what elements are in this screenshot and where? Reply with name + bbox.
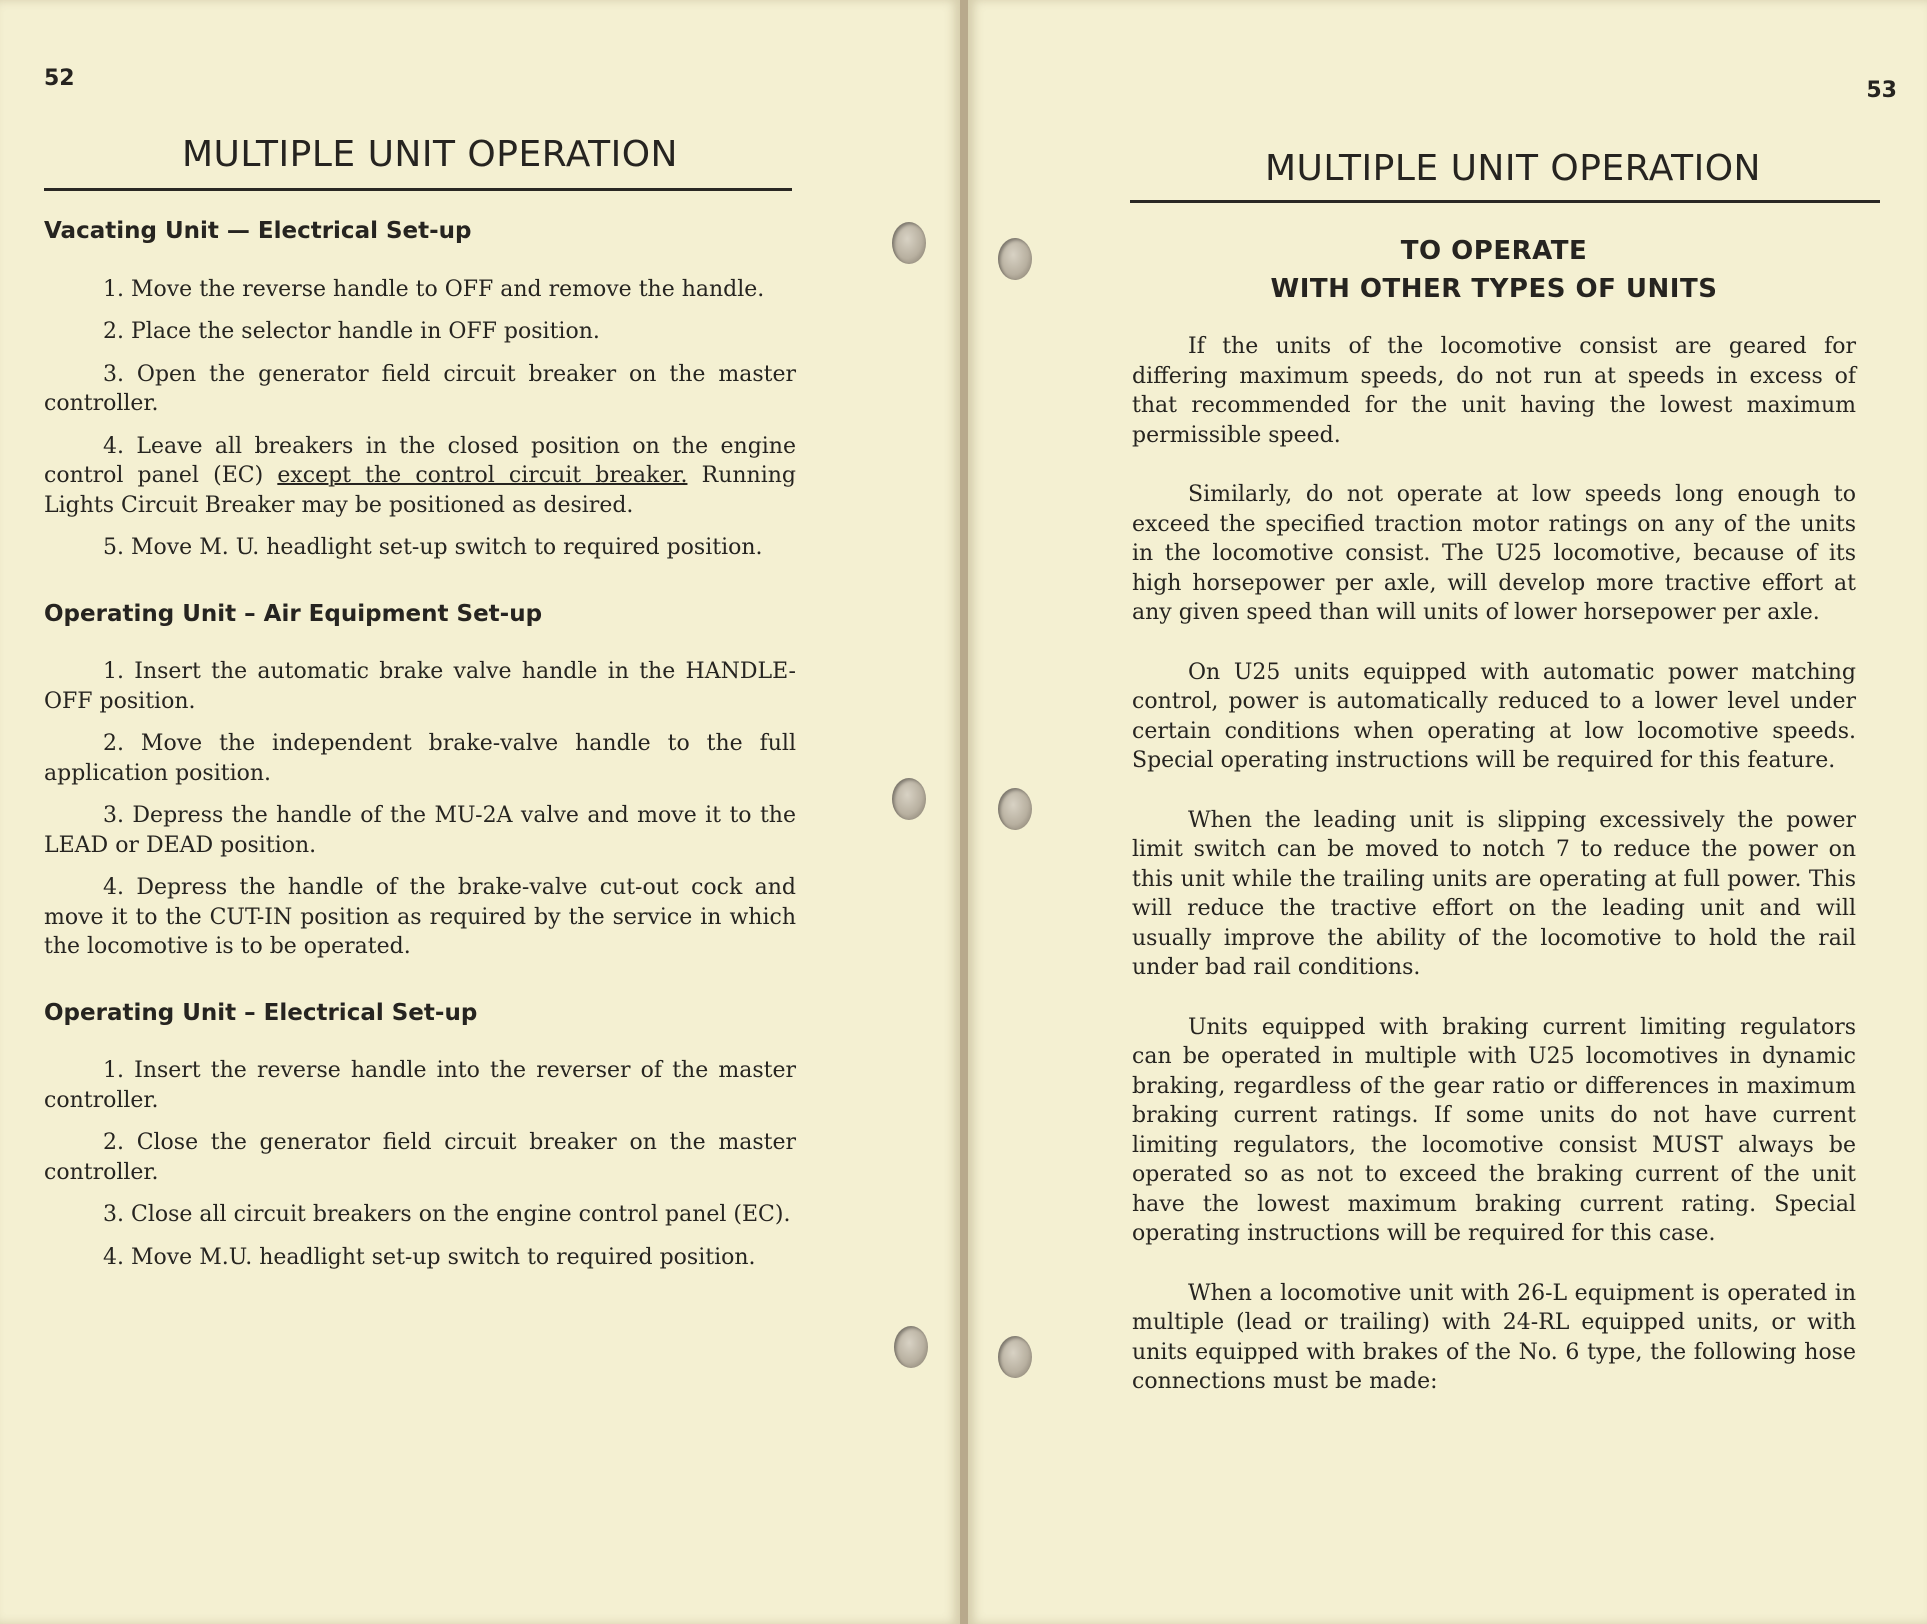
left-page <box>0 0 960 1624</box>
section-vacating-unit <box>44 218 796 563</box>
page-title: MULTIPLE UNIT OPERATION <box>182 134 678 175</box>
right-page <box>968 0 1927 1624</box>
item-text: Running Lights Circuit Breaker may be positioned as desired. <box>44 463 796 518</box>
paragraph: Units equipped with braking current limiting regulators can be operated in multiple with U25 locomotives in dynamic braking, regardless of the gear ratio or differences in maximum braking current ratings. If some units do not have current limiting regulators, the locomotive consist MUST always be operated so as not to exceed the braking current of the unit have the lowest maximum braking current rating. Special operating instructions will be required for this case. <box>1132 1014 1856 1246</box>
section-heading: Operating Unit – Electrical Set-up <box>44 999 478 1026</box>
list-item: 2. Close the generator field circuit breaker on the master controller. <box>44 1130 796 1185</box>
page-number: 53 <box>1866 78 1897 103</box>
list-item: 2. Move the independent brake-valve handle to the full application position. <box>44 731 796 786</box>
subtitle-line: TO OPERATE <box>1400 236 1588 266</box>
section-operating-unit-electrical <box>44 1000 796 1273</box>
list-item: 1. Insert the automatic brake valve handle in the HANDLE-OFF position. <box>44 659 796 714</box>
item-text: 4. Leave all breakers in the closed position on the engine control panel (EC) <box>44 433 796 489</box>
list-item: 3. Depress the handle of the MU-2A valve and move it to the LEAD or DEAD position. <box>44 803 796 858</box>
list-item <box>44 432 796 521</box>
subtitle-line: WITH OTHER TYPES OF UNITS <box>1270 274 1718 304</box>
binder-hole <box>892 222 926 264</box>
underlined-emphasis: except the control circuit breaker. <box>277 463 688 489</box>
binder-hole <box>894 1326 928 1368</box>
paragraph: If the units of the locomotive consist are geared for differing maximum speeds, do not run at speeds in excess of that recommended for the unit having the lowest maximum permissible speed. <box>1132 334 1856 448</box>
right-page-content <box>1132 232 1856 1427</box>
section-subtitle <box>1132 232 1856 308</box>
binder-hole <box>998 238 1032 280</box>
binder-hole <box>998 1336 1032 1378</box>
binder-hole <box>892 778 926 820</box>
page-title: MULTIPLE UNIT OPERATION <box>1265 148 1761 189</box>
list-item: 3. Close all circuit breakers on the engine control panel (EC). <box>103 1202 791 1228</box>
paragraph: When a locomotive unit with 26-L equipment is operated in multiple (lead or trailing) with 24-RL equipped units, or with units equipped with brakes of the No. 6 type, the following hose connections must be made: <box>1132 1280 1856 1394</box>
section-heading: Vacating Unit — Electrical Set-up <box>44 218 472 244</box>
section-heading: Operating Unit – Air Equipment Set-up <box>44 600 543 627</box>
binder-hole <box>998 788 1032 830</box>
list-item: 3. Open the generator field circuit breaker on the master controller. <box>44 361 796 417</box>
list-item: 4. Depress the handle of the brake-valve cut-out cock and move it to the CUT-IN position as required by the service in which the locomotive is to be operated. <box>44 875 796 960</box>
section-operating-unit-air <box>44 601 796 962</box>
list-item: 2. Place the selector handle in OFF position. <box>103 319 600 345</box>
left-page-content <box>44 218 796 1310</box>
list-item: 5. Move M. U. headlight set-up switch to required position. <box>103 535 763 561</box>
paragraph: Similarly, do not operate at low speeds long enough to exceed the specified traction motor ratings on any of the units in the locomotive consist. The U25 locomotive, because of its high horsepower per axle, will develop more tractive effort at any given speed than will units of lower horsepower per axle. <box>1132 482 1856 625</box>
paragraph: On U25 units equipped with automatic power matching control, power is automatically reduced to a lower level under certain conditions when operating at low locomotive speeds. Special operating instructions will be required for this feature. <box>1132 659 1856 773</box>
title-divider <box>1130 200 1880 203</box>
page-number: 52 <box>44 66 75 91</box>
list-item: 4. Move M.U. headlight set-up switch to required position. <box>103 1244 756 1270</box>
paragraph: When the leading unit is slipping excessively the power limit switch can be moved to notch 7 to reduce the power on this unit while the trailing units are operating at full power. This will reduce the tractive effort on the leading unit and will usually improve the ability of the locomotive to hold the rail under bad rail conditions. <box>1132 807 1856 980</box>
list-item: 1. Insert the reverse handle into the reverser of the master controller. <box>44 1058 796 1113</box>
title-divider <box>44 188 792 191</box>
list-item: 1. Move the reverse handle to OFF and remove the handle. <box>103 276 765 302</box>
